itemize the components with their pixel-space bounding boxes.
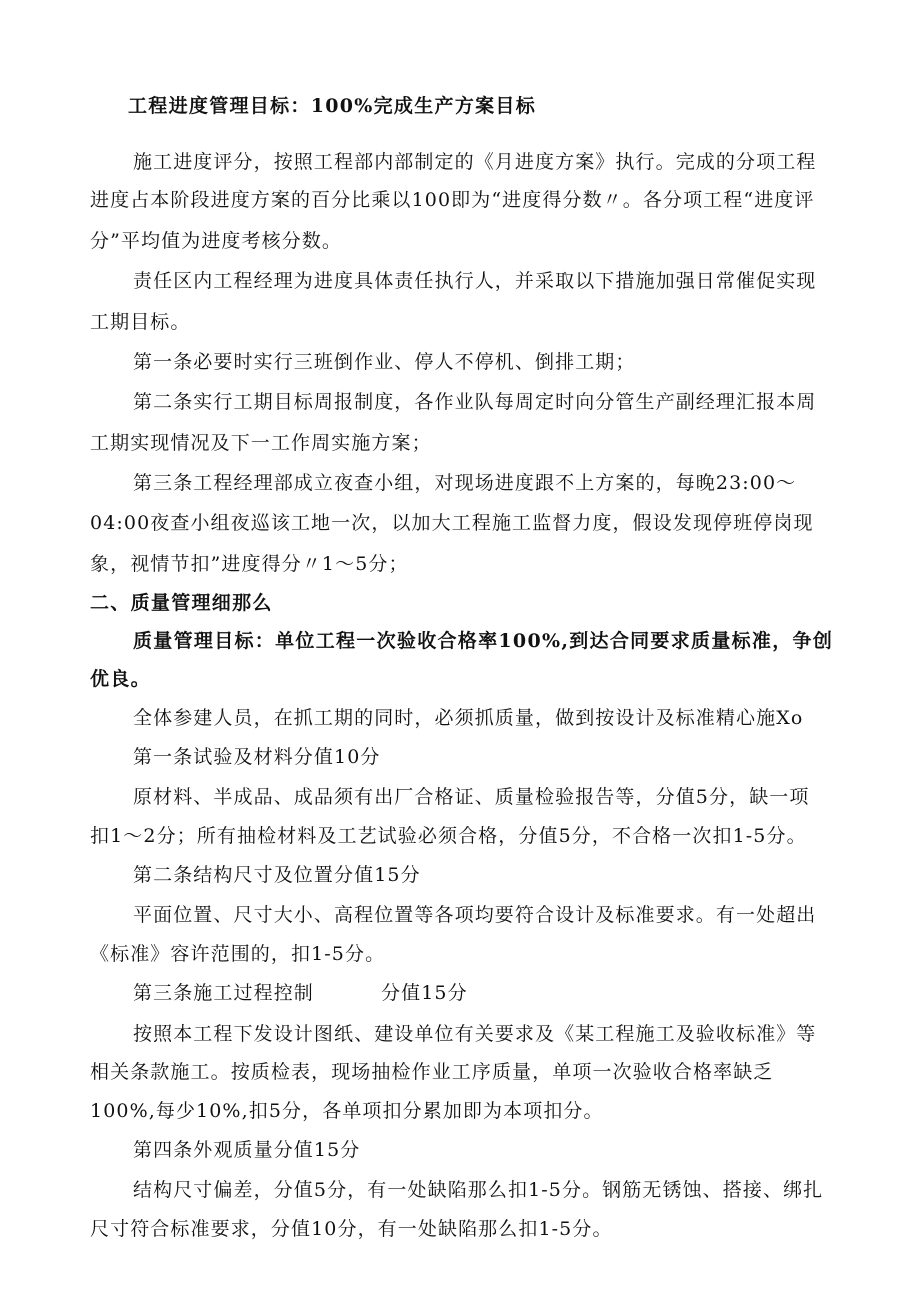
quality-goal-line: 质量管理目标：单位工程一次验收合格率100%,到达合同要求质量标准，争创 (133, 630, 834, 652)
article-score: 分值15分 (381, 982, 468, 1004)
section-heading-quality: 二、质量管理细那么 (90, 592, 273, 614)
article-line: 第二条结构尺寸及位置分值15分 (133, 864, 421, 886)
paragraph-line: 进度占本阶段进度方案的百分比乘以100即为“进度得分数〃。各分项工程“进度评 (90, 189, 815, 211)
paragraph-line: 施工进度评分，按照工程部内部制定的《月进度方案》执行。完成的分项工程 (133, 151, 817, 173)
paragraph-line: 结构尺寸偏差，分值5分，有一处缺陷那么扣1-5分。钢筋无锈蚀、搭接、绑扎 (133, 1179, 824, 1201)
paragraph-line: 工期目标。 (90, 311, 191, 333)
paragraph-line: 平面位置、尺寸大小、高程位置等各项均要符合设计及标准要求。有一处超出 (133, 904, 817, 926)
paragraph-line: 工期实现情况及下一工作周实施方案； (90, 432, 432, 454)
quality-goal-line: 优良。 (90, 668, 151, 690)
article-line: 第四条外观质量分值15分 (133, 1139, 361, 1161)
paragraph-line: 相关条款施工。按质检表，现场抽检作业工序质量，单项一次验收合格率缺乏 (90, 1061, 774, 1083)
paragraph-line: 原材料、半成品、成品须有出厂合格证、质量检验报告等，分值5分，缺一项 (133, 786, 810, 808)
paragraph-line: 象，视情节扣”进度得分〃1～5分； (90, 553, 409, 575)
paragraph-line: 扣1～2分；所有抽检材料及工艺试验必须合格，分值5分，不合格一次扣1-5分。 (90, 825, 807, 847)
paragraph-line: 分”平均值为进度考核分数。 (90, 230, 343, 252)
article-line: 第一条试验及材料分值10分 (133, 746, 381, 768)
progress-goal-heading: 工程进度管理目标：100%完成生产方案目标 (128, 95, 537, 117)
paragraph-line: 按照本工程下发设计图纸、建设单位有关要求及《某工程施工及验收标准》等 (133, 1023, 817, 1045)
paragraph-line: 责任区内工程经理为进度具体责任执行人，并采取以下措施加强日常催促实现 (133, 270, 817, 292)
paragraph-line: 全体参建人员，在抓工期的同时，必须抓质量，做到按设计及标准精心施Xo (133, 707, 804, 729)
article-line: 第二条实行工期目标周报制度，各作业队每周定时向分管生产副经理汇报本周 (133, 391, 817, 413)
paragraph-line: 《标准》容许范围的，扣1-5分。 (90, 943, 386, 965)
article-line: 第一条必要时实行三班倒作业、停人不停机、倒排工期； (133, 351, 636, 373)
paragraph-line: 100%,每少10%,扣5分，各单项扣分累加即为本项扣分。 (90, 1100, 604, 1122)
paragraph-line: 04:00夜查小组夜巡该工地一次，以加大工程施工监督力度，假设发现停班停岗现 (90, 512, 814, 534)
paragraph-line: 尺寸符合标准要求，分值10分，有一处缺陷那么扣1-5分。 (90, 1218, 613, 1240)
article-line: 第三条工程经理部成立夜查小组，对现场进度跟不上方案的，每晚23:00～ (133, 472, 797, 494)
article-line: 第三条施工过程控制 (133, 982, 314, 1004)
